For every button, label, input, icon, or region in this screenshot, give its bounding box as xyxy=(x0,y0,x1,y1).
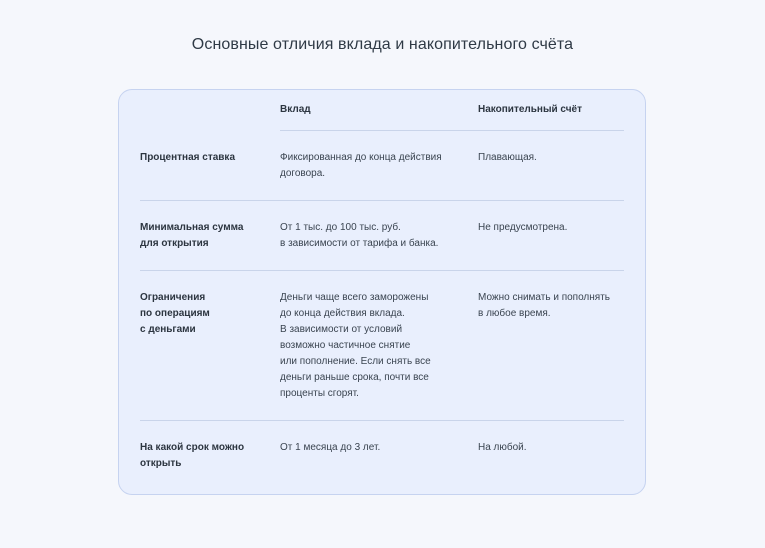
header-savings: Накопительный счёт xyxy=(478,104,582,115)
row-savings-value: Не предусмотрена. xyxy=(478,222,568,233)
row-deposit-value: Деньги чаще всего заморожены до конца действия вклада. В зависимости от условий возможно частичное снятие или пополнение. Если снять все деньги раньше срока, почти все проценты сгорят. xyxy=(280,292,431,399)
row-divider xyxy=(140,420,624,421)
row-label: На какой срок можно открыть xyxy=(140,442,245,469)
header-divider xyxy=(280,130,624,131)
row-label: Минимальная сумма для открытия xyxy=(140,222,244,249)
comparison-card xyxy=(118,89,646,495)
row-savings-value: Можно снимать и пополнять в любое время. xyxy=(478,292,610,319)
row-divider xyxy=(140,200,624,201)
row-savings-value: На любой. xyxy=(478,442,527,453)
row-deposit-value: От 1 месяца до 3 лет. xyxy=(280,442,381,453)
row-deposit-value: Фиксированная до конца действия договора. xyxy=(280,152,442,179)
row-savings-value: Плавающая. xyxy=(478,152,537,163)
page-title: Основные отличия вклада и накопительного счёта xyxy=(191,36,574,53)
row-label: Процентная ставка xyxy=(140,152,235,163)
row-deposit-value: От 1 тыс. до 100 тыс. руб. в зависимости от тарифа и банка. xyxy=(280,222,439,249)
row-divider xyxy=(140,270,624,271)
row-label: Ограничения по операциям с деньгами xyxy=(140,292,210,335)
header-deposit: Вклад xyxy=(280,104,311,115)
